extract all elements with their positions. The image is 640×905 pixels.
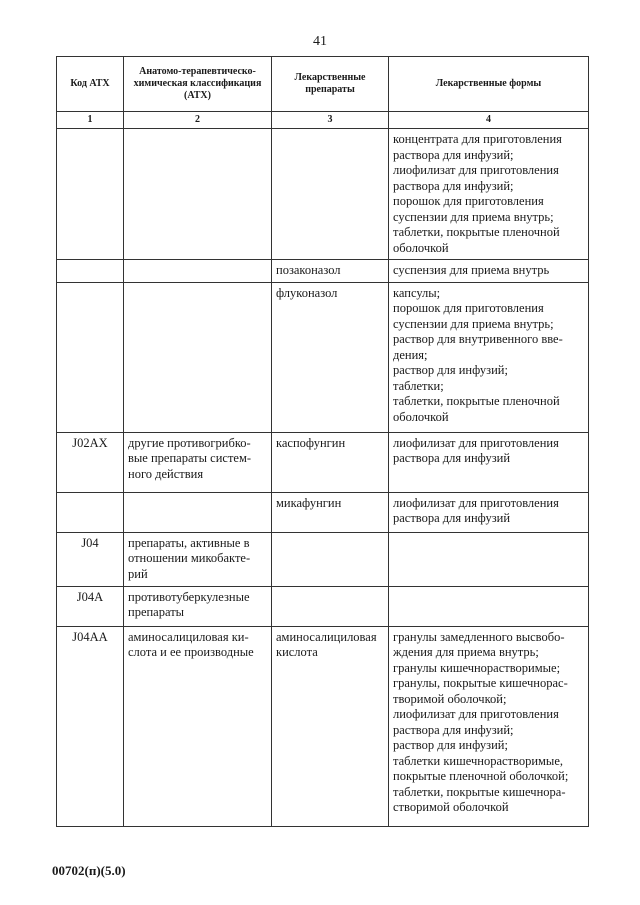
classification-cell bbox=[124, 282, 272, 432]
dosage-form-line: раствор для инфузий; bbox=[393, 738, 508, 752]
dosage-form-line: гранулы, покрытые кишечнорас- bbox=[393, 676, 568, 690]
atc-code-cell bbox=[57, 260, 124, 283]
dosage-forms-cell bbox=[389, 432, 589, 492]
dosage-form-line: суспензия для приема внутрь bbox=[393, 263, 550, 277]
dosage-form-line: творимой оболочкой; bbox=[393, 691, 507, 706]
header-atc-code: Код АТХ bbox=[57, 57, 124, 112]
classification-cell bbox=[124, 129, 272, 260]
dosage-form-line: раствор для внутривенного вве- bbox=[393, 332, 563, 346]
table-body bbox=[57, 129, 589, 827]
table-row bbox=[57, 432, 589, 492]
dosage-form-line: раствор для инфузий; bbox=[393, 363, 508, 377]
dosage-form-line: суспензии для приема внутрь; bbox=[393, 209, 554, 224]
dosage-forms-cell bbox=[389, 492, 589, 532]
table-row bbox=[57, 282, 589, 432]
atc-code-cell: J02AX bbox=[57, 432, 124, 492]
dosage-form-line: раствора для инфузий; bbox=[393, 178, 514, 193]
dosage-form-line: таблетки, покрытые пленочной bbox=[393, 394, 560, 408]
column-number: 1 bbox=[57, 112, 124, 129]
dosage-forms-cell bbox=[389, 626, 589, 826]
dosage-form-line: створимой оболочкой bbox=[393, 800, 509, 814]
dosage-form-line: оболочкой bbox=[393, 240, 449, 255]
classification-cell bbox=[124, 260, 272, 283]
dosage-form-line: концентрата для приготовления bbox=[393, 132, 562, 146]
drug-cell bbox=[272, 129, 389, 260]
dosage-form-line: гранулы кишечнорастворимые; bbox=[393, 660, 561, 675]
column-number: 3 bbox=[272, 112, 389, 129]
table-row bbox=[57, 586, 589, 626]
dosage-form-line: ждения для приема внутрь; bbox=[393, 645, 539, 659]
classification-cell: противотуберкулезные препараты bbox=[124, 586, 272, 626]
drug-cell: позаконазол bbox=[272, 260, 389, 283]
dosage-forms-cell bbox=[389, 586, 589, 626]
dosage-form-line: лиофилизат для приготовления bbox=[393, 495, 559, 510]
dosage-form-line: лиофилизат для приготовления bbox=[393, 707, 559, 721]
table-row bbox=[57, 492, 589, 532]
page-number: 41 bbox=[313, 34, 327, 49]
dosage-form-line: раствора для инфузий bbox=[393, 451, 511, 465]
classification-cell: аминосалициловая ки- слота и ее производные bbox=[124, 626, 272, 826]
dosage-form-line: порошок для приготовления bbox=[393, 194, 544, 208]
column-number: 4 bbox=[389, 112, 589, 129]
drug-cell: флуконазол bbox=[272, 282, 389, 432]
dosage-form-line: раствора для инфузий bbox=[393, 511, 511, 525]
dosage-form-line: раствора для инфузий; bbox=[393, 722, 514, 737]
column-number-row bbox=[57, 112, 589, 129]
atc-code-cell: J04 bbox=[57, 532, 124, 586]
classification-cell: другие противогрибко- вые препараты систем- ного действия bbox=[124, 432, 272, 492]
dosage-form-line: гранулы замедленного высвобо- bbox=[393, 629, 565, 644]
dosage-form-line: порошок для приготовления bbox=[393, 301, 544, 315]
dosage-form-line: таблетки, покрытые пленочной bbox=[393, 225, 560, 239]
table-header-row bbox=[57, 57, 589, 112]
table-row bbox=[57, 260, 589, 283]
atc-code-cell: J04AA bbox=[57, 626, 124, 826]
classification-cell: препараты, активные в отношении микобакте- рий bbox=[124, 532, 272, 586]
classification-cell bbox=[124, 492, 272, 532]
drug-cell bbox=[272, 586, 389, 626]
drug-cell: каспофунгин bbox=[272, 432, 389, 492]
atc-code-cell bbox=[57, 492, 124, 532]
dosage-form-line: лиофилизат для приготовления bbox=[393, 435, 559, 450]
dosage-forms-cell bbox=[389, 532, 589, 586]
dosage-form-line: оболочкой bbox=[393, 409, 449, 424]
table-row bbox=[57, 129, 589, 260]
header-classification: Анатомо-терапевтическо-химическая классификация (АТХ) bbox=[124, 57, 272, 112]
drug-cell: микафунгин bbox=[272, 492, 389, 532]
atc-code-cell bbox=[57, 282, 124, 432]
header-drugs: Лекарственные препараты bbox=[272, 57, 389, 112]
table-row bbox=[57, 532, 589, 586]
column-number: 2 bbox=[124, 112, 272, 129]
dosage-form-line: таблетки кишечнорастворимые, bbox=[393, 753, 563, 768]
dosage-form-line: таблетки; bbox=[393, 378, 444, 393]
header-dosage-forms: Лекарственные формы bbox=[389, 57, 589, 112]
dosage-form-line: дения; bbox=[393, 347, 428, 362]
drug-cell bbox=[272, 532, 389, 586]
dosage-form-line: таблетки, покрытые кишечнора- bbox=[393, 784, 566, 799]
drug-table bbox=[56, 56, 589, 827]
dosage-forms-cell bbox=[389, 260, 589, 283]
table-row bbox=[57, 626, 589, 826]
dosage-form-line: суспензии для приема внутрь; bbox=[393, 316, 554, 331]
dosage-form-line: раствора для инфузий; bbox=[393, 147, 514, 162]
dosage-form-line: лиофилизат для приготовления bbox=[393, 163, 559, 177]
document-footer-code: 00702(п)(5.0) bbox=[52, 863, 126, 878]
dosage-forms-cell bbox=[389, 129, 589, 260]
atc-code-cell: J04A bbox=[57, 586, 124, 626]
drug-cell: аминосалициловая кислота bbox=[272, 626, 389, 826]
atc-code-cell bbox=[57, 129, 124, 260]
dosage-form-line: капсулы; bbox=[393, 285, 441, 300]
dosage-form-line: покрытые пленочной оболочкой; bbox=[393, 769, 569, 783]
dosage-forms-cell bbox=[389, 282, 589, 432]
